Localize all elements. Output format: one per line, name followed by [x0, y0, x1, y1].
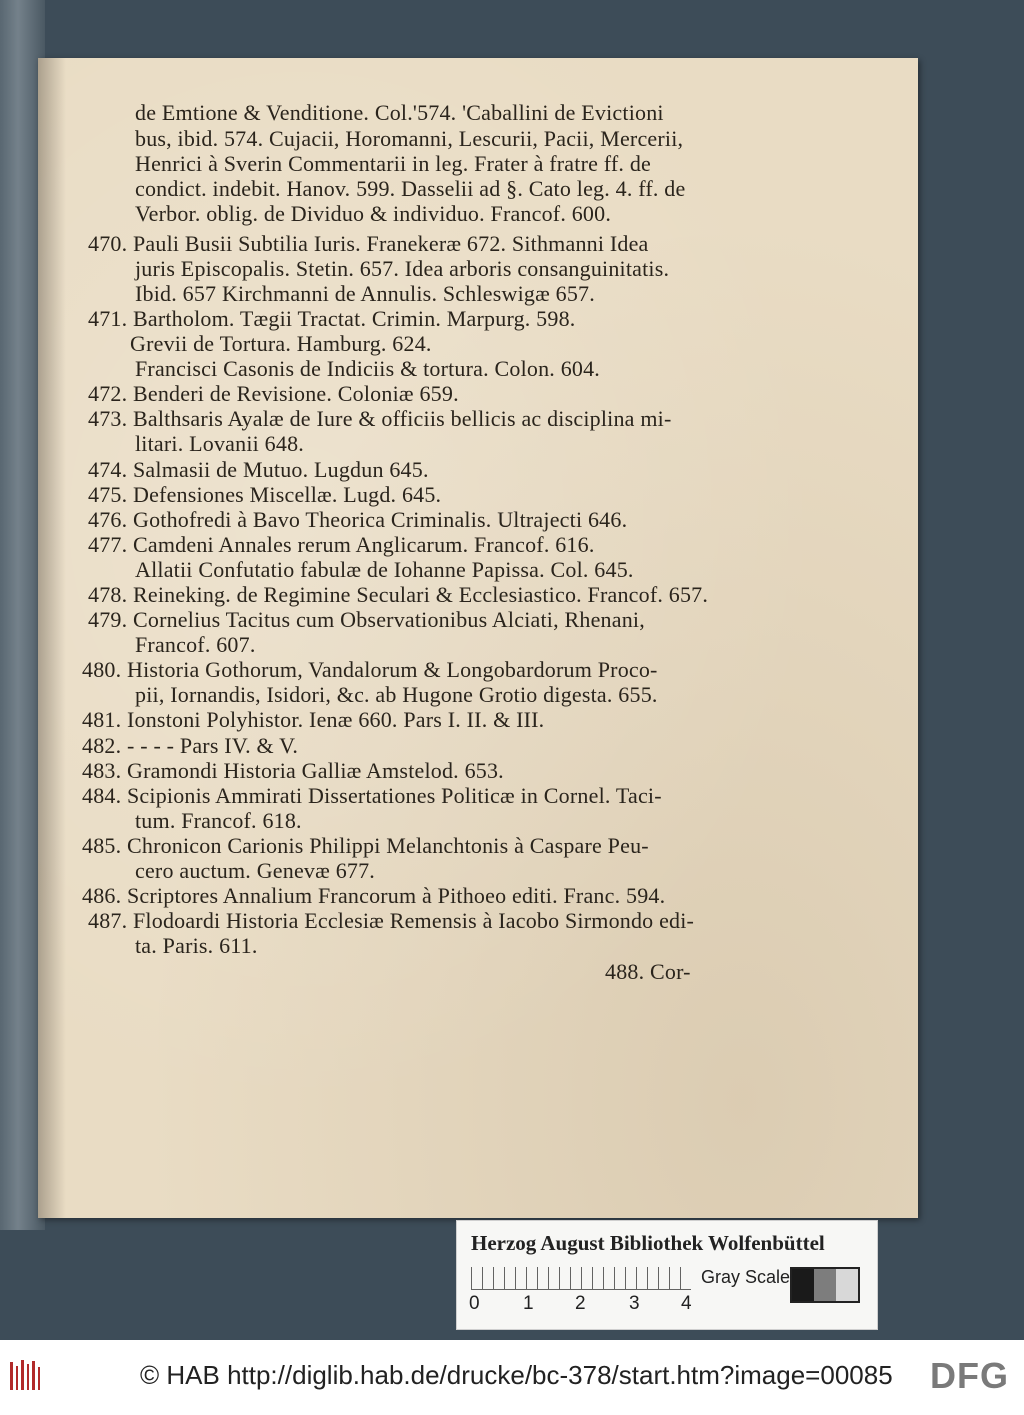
- text-line: 482. - - - - Pars IV. & V.: [82, 733, 299, 758]
- ruler-number: 1: [523, 1293, 534, 1314]
- ruler-number: 4: [681, 1293, 692, 1314]
- text-line: 477. Camdeni Annales rerum Anglicarum. Francof. 616.: [88, 532, 595, 557]
- text-line: Verbor. oblig. de Dividuo & individuo. Francof. 600.: [135, 201, 612, 226]
- text-line: juris Episcopalis. Stetin. 657. Idea arboris consanguinitatis.: [135, 256, 670, 281]
- text-line: 486. Scriptores Annalium Francorum à Pithoeo editi. Franc. 594.: [82, 883, 666, 908]
- text-line: 481. Ionstoni Polyhistor. Ienæ 660. Pars I. II. & III.: [82, 707, 545, 732]
- ruler-number: 0: [469, 1293, 480, 1314]
- text-line: 473. Balthsaris Ayalæ de Iure & officiis bellicis ac disciplina mi-: [88, 406, 672, 431]
- copyright-link[interactable]: © HAB http://diglib.hab.de/drucke/bc-378/start.htm?image=00085: [140, 1360, 893, 1390]
- text-line: 470. Pauli Busii Subtilia Iuris. Franekeræ 672. Sithmanni Idea: [88, 231, 649, 256]
- catchword: 488. Cor-: [605, 959, 691, 984]
- text-line: 478. Reineking. de Regimine Seculari & Ecclesiastico. Francof. 657.: [88, 582, 709, 607]
- text-line: 487. Flodoardi Historia Ecclesiæ Remensis à Iacobo Sirmondo edi-: [88, 908, 695, 933]
- text-line: Henrici à Sverin Commentarii in leg. Frater à fratre ff. de: [135, 151, 651, 176]
- text-line: 474. Salmasii de Mutuo. Lugdun 645.: [88, 457, 429, 482]
- text-line: bus, ibid. 574. Cujacii, Horomanni, Lescurii, Pacii, Mercerii,: [135, 126, 684, 151]
- text-line: 479. Cornelius Tacitus cum Observationibus Alciati, Rhenani,: [88, 607, 645, 632]
- text-line: Francof. 607.: [135, 632, 256, 657]
- swatch-mid: [814, 1269, 836, 1301]
- text-line: 471. Bartholom. Tægii Tractat. Crimin. Marpurg. 598.: [88, 306, 576, 331]
- text-line: condict. indebit. Hanov. 599. Dasselii ad §. Cato leg. 4. ff. de: [135, 176, 686, 201]
- text-line: 483. Gramondi Historia Galliæ Amstelod. 653.: [82, 758, 504, 783]
- text-line: de Emtione & Venditione. Col.'574. 'Caballini de Evictioni: [135, 100, 664, 125]
- dfg-logo: DFG: [930, 1355, 1009, 1396]
- library-color-chart: [456, 1220, 878, 1330]
- text-line: 472. Benderi de Revisione. Coloniæ 659.: [88, 381, 459, 406]
- swatch-dark: [792, 1269, 814, 1301]
- text-line: Ibid. 657 Kirchmanni de Annulis. Schleswigæ 657.: [135, 281, 595, 306]
- text-line: ta. Paris. 611.: [135, 933, 258, 958]
- hab-barcode-icon: [8, 1358, 46, 1394]
- text-line: litari. Lovanii 648.: [135, 431, 304, 456]
- text-line: 484. Scipionis Ammirati Dissertationes Politicæ in Cornel. Taci-: [82, 783, 662, 808]
- footer-bar: [0, 1340, 1024, 1415]
- text-line: Francisci Casonis de Indiciis & tortura. Colon. 604.: [135, 356, 601, 381]
- gray-scale-swatches: [790, 1267, 860, 1303]
- library-name: Herzog August Bibliothek Wolfenbüttel: [471, 1231, 825, 1255]
- text-line: cero auctum. Genevæ 677.: [135, 858, 376, 883]
- gray-scale-label: Gray Scale: [701, 1267, 791, 1287]
- scale-ruler: [471, 1267, 691, 1290]
- text-line: 480. Historia Gothorum, Vandalorum & Longobardorum Proco-: [82, 657, 658, 682]
- text-line: tum. Francof. 618.: [135, 808, 302, 833]
- text-line: 475. Defensiones Miscellæ. Lugd. 645.: [88, 482, 442, 507]
- text-line: 485. Chronicon Carionis Philippi Melanchtonis à Caspare Peu-: [82, 833, 649, 858]
- swatch-light: [836, 1269, 858, 1301]
- text-line: 476. Gothofredi à Bavo Theorica Criminalis. Ultrajecti 646.: [88, 507, 628, 532]
- text-line: Allatii Confutatio fabulæ de Iohanne Papissa. Col. 645.: [135, 557, 634, 582]
- text-line: pii, Iornandis, Isidori, &c. ab Hugone Grotio digesta. 655.: [135, 682, 658, 707]
- page-gutter-shadow: [38, 58, 66, 1218]
- text-line: Grevii de Tortura. Hamburg. 624.: [130, 331, 432, 356]
- ruler-number: 2: [575, 1293, 586, 1314]
- ruler-number: 3: [629, 1293, 640, 1314]
